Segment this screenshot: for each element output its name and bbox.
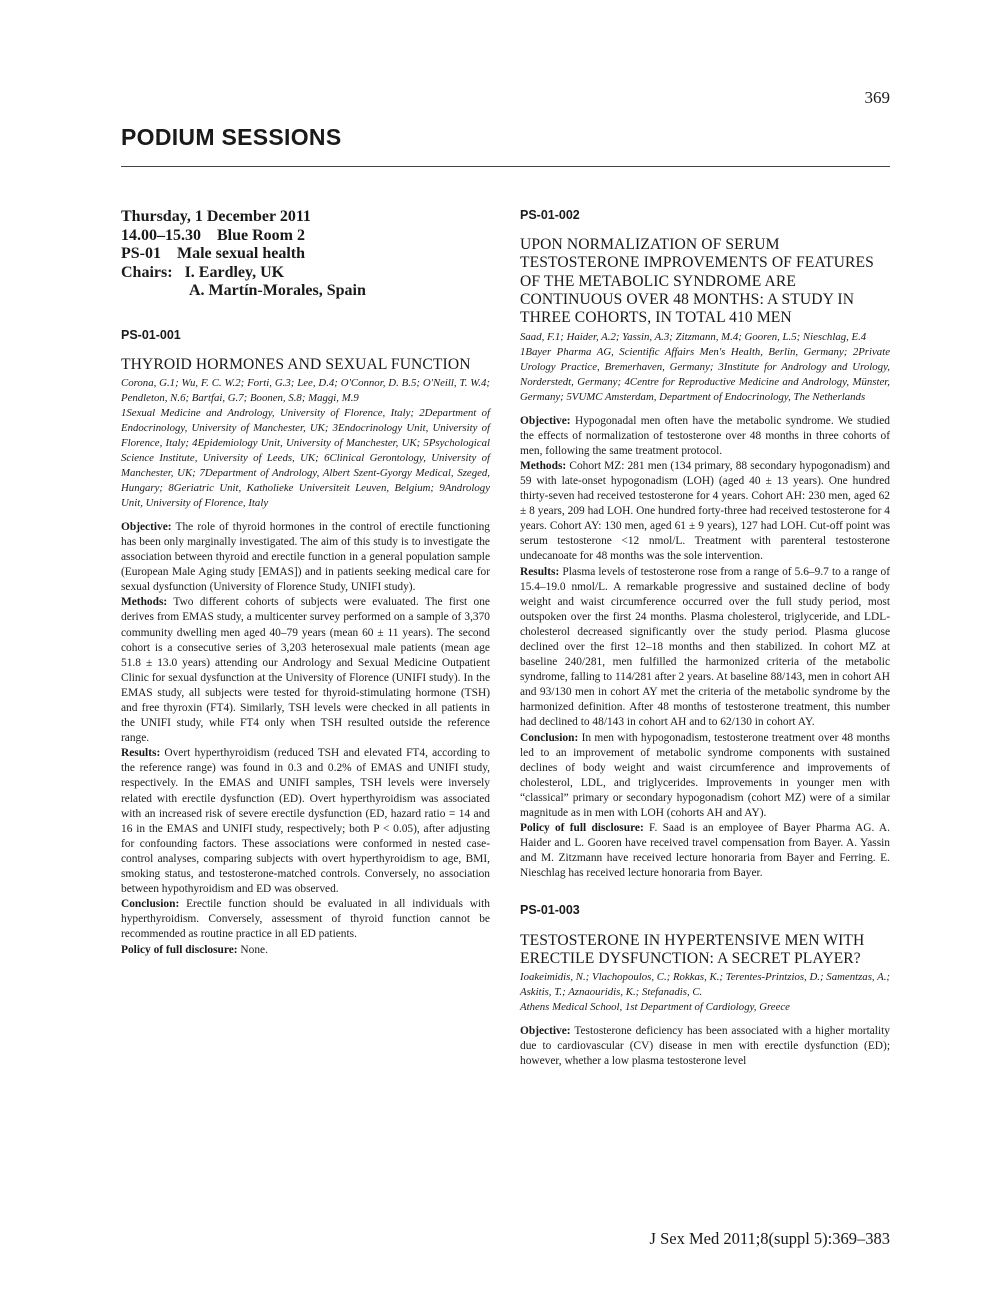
abstract-affiliations: 1Sexual Medicine and Andrology, University of Florence, Italy; 2Department of Endocrinology, University of Manchester, UK; 3Endocrinology Unit, University of Florence, Italy; 4Epidemiology Unit, University of Manchester, UK; 5Psychological Science Institute, University of Leeds, UK; 6Clinical Gerontology, University of Manchester, UK; 7Department of Andrology, Albert Szent-Gyorgy Medical, Szeged, Hungary; 8Geriatric Unit, Katholieke Universiteit Leuven, Belgium; 9Andrology Unit, University of Florence, Italy [121, 406, 490, 509]
chair-2: A. Martín-Morales, Spain [189, 282, 366, 299]
right-column [520, 208, 890, 1091]
session-code-title: PS-01 Male sexual health [121, 245, 305, 262]
journal-citation: J Sex Med 2011;8(suppl 5):369–383 [649, 1229, 890, 1248]
abstract-affiliations: 1Bayer Pharma AG, Scientific Affairs Men's Health, Berlin, Germany; 2Private Urology Practice, Bremerhaven, Germany; 3Institute for Andrology and Urology, Norderstedt, Germany; 4Centre for Reproductive Medicine and Andrology, Münster, Germany; 5VUMC Amsterdam, Department of Endocrinology, The Netherlands [520, 345, 890, 403]
abstract-disclosure: Policy of full disclosure: F. Saad is an employee of Bayer Pharma AG. A. Haider and L. Gooren have received travel compensation from Bayer. A. Yassin and M. Zitzmann have received lecture honoraria from Bayer and Ferring. E. Nieschlag has received lecture honoraria from Bayer. [520, 822, 890, 880]
abstract-ps-01-001 [121, 328, 490, 958]
session-date: Thursday, 1 December 2011 [121, 208, 311, 225]
session-time-room: 14.00–15.30 Blue Room 2 [121, 226, 305, 244]
abstract-authors: Saad, F.1; Haider, A.2; Yassin, A.3; Zitzmann, M.4; Gooren, L.5; Nieschlag, E.4 [520, 330, 867, 343]
abstract-ps-01-003 [520, 903, 890, 1069]
abstract-results: Results: Plasma levels of testosterone rose from a range of 5.6–9.7 to a range of 15.4–19.0 nmol/L. A remarkable progressive and sustained decline of body weight and waist circumference occurred over the full study period, most outspoken over the first 24 months. Plasma cholesterol, triglyceride, and LDL-cholesterol decreased significantly over the study period. Plasma glucose declined over the first 12–18 months and then stabilized. In cohort MZ at baseline 240/281, men fulfilled the harmonized criteria of the metabolic syndrome, falling to 114/281 after 2 years. At baseline 88/143, men in cohort AH and 93/130 men in cohort AY met the criteria of the metabolic syndrome by the harmonized definition. After 48 months of testosterone treatment, this number had declined to 48/143 in cohort AH and to 62/130 in cohort AY. [520, 565, 890, 729]
abstract-objective: Objective: Hypogonadal men often have the metabolic syndrome. We studied the effects of normalization of testosterone over 48 months in three cohorts of men, following the same treatment protocol. [520, 414, 890, 457]
session-chairs [121, 264, 490, 283]
abstract-methods: Methods: Cohort MZ: 281 men (134 primary, 88 secondary hypogonadism) and 59 with late-onset hypogonadism (LOH) (aged 40 ± 13 years). One hundred thirty-seven had received testosterone for 4 years. Cohort AH: 230 men, aged 62 ± 8 years, 209 had LOH. One hundred forty-three had received testosterone for 4 years. Cohort AY: 130 men, aged 61 ± 9 years), 127 had LOH. Cut-off point was serum testosterone <12 nmol/L. Treatment with parenteral testosterone undecanoate for 48 months was the sole intervention. [520, 459, 890, 563]
chairs-label: Chairs: [121, 263, 173, 281]
section-title: PODIUM SESSIONS [121, 124, 342, 150]
abstract-id: PS-01-001 [121, 327, 181, 342]
abstract-results: Results: Overt hyperthyroidism (reduced TSH and elevated FT4, according to the reference range) was found in 0.3 and 0.2% of EMAS and UNIFI study, respectively. In the EMAS and UNIFI samples, TSH levels were inversely related with erectile dysfunction (ED). Overt hyperthyroidism was associated with an increased risk of severe erectile dysfunction (ED, hazard ratio = 14 and 16 in the EMAS and UNIFI study, respectively; both P < 0.05), after adjusting for confounding factors. These associations were conformed in nested case-control analyses, comparing subjects with overt hyperthyroidism to age, BMI, smoking status, and testosterone-matched controls. Conversely, no association between hypothyroidism and ED was observed. [121, 747, 490, 896]
abstract-disclosure: Policy of full disclosure: None. [121, 943, 268, 956]
abstract-conclusion: Conclusion: In men with hypogonadism, testosterone treatment over 48 months led to an improvement of metabolic syndrome components with sustained declines of body weight and waist circumference and improvements of cholesterol, LDL, and triglycerides. Improvements in younger men with “classical” primary or secondary hypogonadism (cohort MZ) were of a similar magnitude as in men with LOH (cohorts AH and AY). [520, 731, 890, 820]
abstract-conclusion: Conclusion: Erectile function should be evaluated in all individuals with hyperthyroidism. Conversely, assessment of thyroid function cannot be recommended as routine practice in all ED patients. [121, 898, 490, 941]
abstract-objective: Objective: Testosterone deficiency has been associated with a higher mortality due to cardiovascular (CV) disease in men with erectile dysfunction (ED); however, whether a low plasma testosterone level [520, 1025, 890, 1068]
abstract-authors: Corona, G.1; Wu, F. C. W.2; Forti, G.3; Lee, D.4; O'Connor, D. B.5; O'Neill, T. W.4; Pendleton, N.6; Bartfai, G.7; Boonen, S.8; Maggi, M.9 [121, 376, 490, 404]
page-number: 369 [864, 88, 890, 107]
header-rule [121, 166, 890, 167]
abstract-authors: Ioakeimidis, N.; Vlachopoulos, C.; Rokkas, K.; Terentes-Printzios, D.; Samentzas, A.; Askitis, T.; Aznaouridis, K.; Stefanadis, C. [520, 971, 890, 999]
chair-1: I. Eardley, UK [184, 263, 285, 281]
abstract-title: TESTOSTERONE IN HYPERTENSIVE MEN WITH ERECTILE DYSFUNCTION: A SECRET PLAYER? [520, 931, 865, 967]
abstract-objective: Objective: The role of thyroid hormones in the control of erectile functioning has been only marginally investigated. The aim of this study is to investigate the association between thyroid and erectile function in a general population sample (European Male Aging study [EMAS]) and in patients seeking medical care for sexual dysfunction (University of Florence Study, UNIFI study). [121, 520, 490, 594]
session-header [121, 208, 490, 301]
abstract-title: THYROID HORMONES AND SEXUAL FUNCTION [121, 355, 471, 373]
abstract-id: PS-01-002 [520, 208, 580, 222]
abstract-affiliations: Athens Medical School, 1st Department of Cardiology, Greece [520, 1001, 790, 1014]
left-column [121, 208, 490, 980]
abstract-methods: Methods: Two different cohorts of subjects were evaluated. The first one derives from EMAS study, a multicenter survey performed on a sample of 3,370 community dwelling men aged 40–79 years (mean 60 ± 11 years). The second cohort is a consecutive series of 3,203 heterosexual male patients (mean age 51.8 ± 13.0 years) attending our Andrology and Sexual Medicine Outpatient Clinic for sexual dysfunction at the University of Florence (UNIFI study). In the EMAS study, all subjects were tested for thyroid-stimulating hormone (TSH) and free thyroxin (FT4). Similarly, TSH levels were checked in all patients in the UNIFI study, while FT4 only when TSH resulted outside the reference range. [121, 596, 490, 745]
abstract-ps-01-002 [520, 208, 890, 881]
abstract-id: PS-01-003 [520, 903, 580, 918]
abstract-title: UPON NORMALIZATION OF SERUM TESTOSTERONE IMPROVEMENTS OF FEATURES OF THE METABOLIC SYNDROME ARE CONTINUOUS OVER 48 MONTHS: A STUDY IN THREE COHORTS, IN TOTAL 410 MEN [520, 236, 874, 327]
